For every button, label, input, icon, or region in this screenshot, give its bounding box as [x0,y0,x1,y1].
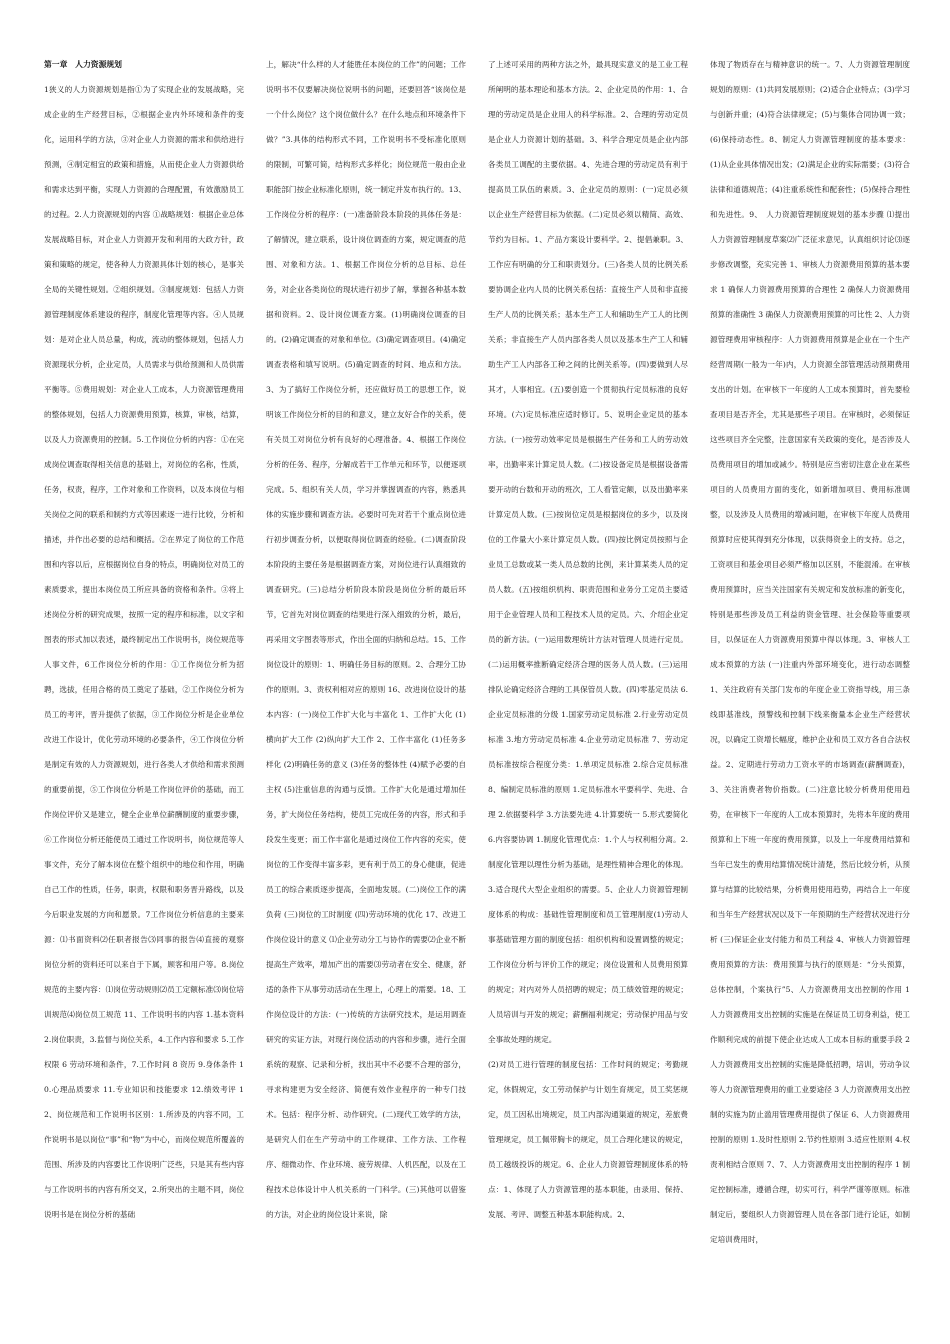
text-column-4 [710,52,910,1322]
chapter-heading: 第一章 人力资源规划 [44,60,122,69]
column-paragraph: 体现了物质存在与精神意识的统一。7、人力资源管理制度规划的原则：(1)共同发展原则；(2)适合企业特点；(3)学习与创新并重；(4)符合法律规定；(5)与集体合同协调一致；(6)保持动态性。8、制定人力资源管理制度的基本要求：(1)从企业具体情况出发；(2)满足企业的实际需要；(3)符合法律和道德规范；(4)注重系统性和配套性；(5)保持合理性和先进性。9、 人力资源管理制度规划的基本步骤 ⑴提出人力资源管理制度草案⑵广泛征求意见，认真组织讨论⑶逐步修改调整，充实完善 1、审核人力资源费用预算的基本要求 1 确保人力资源费用预算的合理性 2 确保人力资源费用预算的准确性 3 确保人力资源费用预算的可比性 2、人力资源管理费用审核程序：人力资源费用预算是企业在一个生产经营周期(一般为一年)内，人力资源全部管理活动预期费用支出的计划。在审核下一年度的人工成本预算时，首先要检查项目是否齐全，尤其是那些子项目。在审核时，必须保证这些项目齐全完整，注意国家有关政策的变化，是否涉及人员费用项目的增加或减少。特别是应当密切注意企业在某些项目的人员费用方面的变化，如新增加项目、费用标准调整，以及涉及人员费用的增减问题，在审核下年度人员费用预算时应使其得到充分体现，以获得资金上的支持。总之，工资项目和基金项目必须严格加以区别，不能混淆。在审核费用预算时，应当关注国家有关规定和发放标准的新变化，特别是那些涉及员工利益的资金管理、社会保险等重要项目，以保证在人力资源费用预算中得以体现。3、审核人工成本预算的方法 (一)注重内外部环境变化，进行动态调整 1、关注政府有关部门发布的年度企业工资指导线，用三条线即基准线，预警线和控制下线来衡量本企业生产经营状况，以确定工资增长幅度，维护企业和员工双方各自合法权益。2、定期进行劳动力工资水平的市场调查(薪酬调查)，3、关注消费者物价指数。(二)注意比较分析费用使用趋势，在审核下一年度的人工成本预算时，先将本年度的费用预算和上下班一年度的费用预算，以及上一年度费用结算和当年已发生的费用结算情况统计清楚，然后比较分析，从预算与结算的比较结果，分析费用使用趋势，再结合上一年度和当年生产经营状况以及下一年预期的生产经营状况进行分析 (三)保证企业支付能力和员工利益 4、审核人力资源管理费用预算的方法：费用预算与执行的原则是：“分头预算，总体控制，个案执行”5、人力资源费用支出控制的作用 1 人力资源费用支出控制的实施是在保证员工切身利益，使工作顺利完成的前提下使企业达成人工成本目标的重要手段 2 人力资源费用支出控制的实施是降低招聘，培训，劳动争议等人力资源管理费用的重工业要途径 3 人力资源费用支出控制的实施为防止滥用管理费用提供了保证 6、人力资源费用控制的原则 1.及时性原则 2.节约性原则 3.适应性原则 4.权责利相结合原则 7、7、人力资源费用支出控制的程序 1 制定控制标准，遵循合理，切实可行，科学严谨等原则。标准制定后，要组织人力资源管理人员在各部门进行论证，如制定培训费用时， [710,60,910,1244]
text-column-3 [488,52,688,1322]
column-paragraph: (2)对员工进行管理的制度包括：工作时间的规定；考勤规定，休假规定，女工劳动保护与计划生育规定，员工奖惩规定，员工因私出境规定，员工内部沟通渠道的规定，差旅费管理规定，员工佩带胸卡的规定，员工合理化建议的规定，员工越级投诉的规定。6、企业人力资源管理制度体系的特点：1、体现了人力资源管理的基本职能，由录用、保持、发展、考评、调整五种基本职能构成。2、 [488,1060,688,1219]
text-column-2 [266,52,466,1322]
column-paragraph: 1狭义的人力资源规划是指①为了实现企业的发展战略，完成企业的生产经营目标，②根据企业内外环境和条件的变化，运用科学的方法，③对企业人力资源的需求和供给进行预测，④制定相宜的政策和措施，从而使企业人力资源供给和需求达到平衡，实现人力资源的合理配置，有效激励员工的过程。2.人力资源规划的内容 ①战略规划：根据企业总体发展战略目标，对企业人力资源开发和利用的大政方针，政策和策略的规定，使各种人力资源具体计划的核心，是事关全局的关键性规划。②组织规划。③制度规划：包括人力资源管理制度体系建设的程序，制度化管理等内容。④人员规划：是对企业人员总量，构成，流动的整体规划，包括人力资源现状分析，企业定员，人员需求与供给预测和人员供需平衡等。⑤费用规划：对企业人工成本，人力资源管理费用的整体规划，包括人力资源费用预算，核算，审核，结算，以及人力资源费用的控制。5.工作岗位分析的内容：①在完成岗位调查取得相关信息的基础上，对岗位的名称，性质，任务，权责，程序，工作对象和工作资料，以及本岗位与相关岗位之间的联系和制约方式等因素逐一进行比较，分析和描述，并作出必要的总结和概括。②在界定了岗位的工作范围和内容以后，应根据岗位自身的特点，明确岗位对员工的素质要求，提出本岗位员工所应具备的资格和条件。③将上述岗位分析的研究成果，按照一定的程序和标准，以文字和图表的形式加以表述，最终制定出工作说明书，岗位规范等人事文件，6工作岗位分析的作用：①工作岗位分析为招聘，选拔，任用合格的员工奠定了基础，②工作岗位分析为员工的考评，晋升提供了依据，③工作岗位分析是企业单位改进工作设计，优化劳动环境的必要条件，④工作岗位分析是制定有效的人力资源规划，进行各类人才供给和需求预测的重要前提，⑤工作岗位分析是工作岗位评价的基础，而工作岗位评价又是建立，健全企业单位薪酬制度的重要步骤，⑥工作岗位分析还能使员工通过工作说明书，岗位规范等人事文件，充分了解本岗位在整个组织中的地位和作用，明确自己工作的性质，任务，职责，权限和职务晋升路线，以及今后职业发展的方向和愿景。7工作岗位分析信息的主要来源：⑴书面资料⑵任职者报告⑶同事的报告⑷直接的观察 岗位分析的资料还可以来自于下属，顾客和用户等。8.岗位规范的主要内容：⑴岗位劳动规则⑵员工定额标准⑶岗位培训规范⑷岗位员工规范 11、工作说明书的内容 1.基本资料 2.岗位职责，3.监督与岗位关系，4.工作内容和要求 5.工作权限 6 劳动环境和条件，7.工作时间 8 资历 9.身体条件 10.心理品质要求 11.专业知识和技能要求 12.绩效考评 12、岗位规范和工作说明书区别：1.所涉及的内容不同，工作说明书是以岗位“事”和“物”为中心，而岗位规范所覆盖的范围、所涉及的内容要比工作说明广泛些，只是其有些内容与工作说明书的内容有所交叉，2.所突出的主题不同，岗位说明书是在岗位分析的基础 [44,85,252,1219]
text-column-1 [44,52,252,1322]
document-page [44,52,910,1322]
column-paragraph: 了上述可采用的两种方法之外，最具现实意义的是工业工程所阐明的基本理论和基本方法。2、企业定员的作用：1、合理的劳动定员是企业用人的科学标准。2、合理的劳动定员是企业人力资源计划的基础。3、科学合理定员是企业内部各类员工调配的主要依据。4、先进合理的劳动定员有利于提高员工队伍的素质。3、企业定员的原则：(一)定员必须以企业生产经营目标为依据。(二)定员必须以精简、高效、节约为目标。1、产品方案设计要科学。2、提倡兼职。3、工作应有明确的分工和职责划分。(三)各类人员的比例关系要协调企业内人员的比例关系包括：直接生产人员和非直接生产人员的比例关系；基本生产工人和辅助生产工人的比例关系；非直接生产人员内部各类人员以及基本生产工人和辅助生产工人内部各工种之间的比例关系等。(四)要做到人尽其才，人事相宜。(五)要创造一个贯彻执行定员标准的良好环境。(六)定员标准应适时修订。5、说明企业定员的基本方法。(一)按劳动效率定员是根据生产任务和工人的劳动效率，出勤率来计算定员人数。(二)按设备定员是根据设备需要开动的台数和开动的班次，工人看管定额，以及出勤率来计算定员人数。(三)按岗位定员是根据岗位的多少，以及岗位的工作量大小来计算定员人数。(四)按比例定员按照与企业员工总数或某一类人员总数的比例，来计算某类人员的定员人数。(五)按组织机构、职责范围和业务分工定员主要适用于企业管理人员和工程技术人员的定员。六、介绍企业定员的新方法。(一)运用数理统计方法对管理人员进行定员。(二)运用概率推断确定经济合理的医务人员人数。(三)运用排队论确定经济合理的工具保管员人数。(四)零基定员法 6.企业定员标准的分级 1.国家劳动定员标准 2.行业劳动定员标准 3.地方劳动定员标准 4.企业劳动定员标准 7、劳动定员标准按综合程度分类：1.单项定员标准 2.综合定员标准 8、编制定员标准的原则 1.定员标准水平要科学、先进、合理 2.依据要科学 3.方法要先进 4.计算要统一 5.形式要简化 6.内容要协调 1.制度化管理优点：1.个人与权利相分离。2.制度化管理以理性分析为基础，是理性精神合理化的体现。3.适合现代大型企业组织的需要。5、企业人力资源管理制度体系的构成：基础性管理制度和员工管理制度(1)劳动人事基础管理方面的制度包括：组织机构和设置调整的规定；工作岗位分析与评价工作的规定；岗位设置和人员费用预算的规定；对内对外人员招聘的规定；员工绩效管理的规定；人员培训与开发的规定；薪酬福利规定；劳动保护用品与安全事故处理的规定。 [488,60,688,1044]
column-paragraph: 上，解决“什么样的人才能胜任本岗位的工作”的问题；工作说明书不仅要解决岗位说明书的问题，还要回答“该岗位是一个什么岗位？这个岗位做什么？在什么地点和环境条件下做？”3.具体的结构形式不同，工作说明书不受标准化原则的限制，可繁可简，结构形式多样化；岗位规范一般由企业职能部门按企业标准化原则，统一制定并发布执行的。13、工作岗位分析的程序：(一)准备阶段本阶段的具体任务是：了解情况，建立联系，设计岗位调查的方案，规定调查的范围、对象和方法。1、根据工作岗位分析的总目标、总任务，对企业各类岗位的现状进行初步了解，掌握各种基本数据和资料。2、设计岗位调查方案。(1)明确岗位调查的目的。(2)确定调查的对象和单位。(3)确定调查项目。(4)确定调查表格和填写说明。(5)确定调查的时间、地点和方法。3、为了搞好工作岗位分析，还应做好员工的思想工作，说明该工作岗位分析的目的和意义，建立友好合作的关系，使有关员工对岗位分析有良好的心理准备。4、根据工作岗位分析的任务、程序，分解成若干工作单元和环节，以便逐项完成。5、组织有关人员，学习并掌握调查的内容，熟悉具体的实施步骤和调查方法。必要时可先对若干个重点岗位进行初步调查分析，以便取得岗位调查的经验。(二)调查阶段本阶段的主要任务是根据调查方案，对岗位进行认真细致的调查研究。(三)总结分析阶段本阶段是岗位分析的最后环节，它首先对岗位调查的结果进行深入细致的分析，最后，再采用文字图表等形式，作出全面的归纳和总结。15、工作岗位设计的原则：1、明确任务目标的原则。2、合理分工协作的原则。3、责权利相对应的原则 16、改进岗位设计的基本内容：(一)岗位工作扩大化与丰富化 1、工作扩大化 (1)横向扩大工作 (2)纵向扩大工作 2、工作丰富化 (1)任务多样化 (2)明确任务的意义 (3)任务的整体性 (4)赋予必要的自主权 (5)注重信息的沟通与反馈。工作扩大化是通过增加任务，扩大岗位任务结构，使员工完成任务的内容，形式和手段发生变更；而工作丰富化是通过岗位工作内容的充实，使岗位的工作变得丰富多彩，更有利于员工的身心健康，促进员工的综合素质逐步提高，全面地发展。(二)岗位工作的满负荷 (三)岗位的工时制度 (四)劳动环境的优化 17、改进工作岗位设计的意义 ⑴企业劳动分工与协作的需要⑵企业不断提高生产效率，增加产出的需要⑶劳动者在安全、健康，舒适的条件下从事劳动活动在生理上，心理上的需要。18、工作岗位设计的方法：(一)传统的方法研究技术，是运用调查研究的实证方法，对现行岗位活动的内容和步骤，进行全面系统的观察、记录和分析，找出其中不必要不合理的部分，寻求构建更为安全经济、简便有效作业程序的一种专门技术。包括：程序分析、动作研究。(二)现代工效学的方法，是研究人们在生产劳动中的工作规律、工作方法、工作程序、细微动作、作业环境、疲劳规律、人机匹配，以及在工程技术总体设计中人机关系的一门科学。(三)其他可以借鉴的方法，对企业的岗位设计来说，除 [266,60,466,1219]
